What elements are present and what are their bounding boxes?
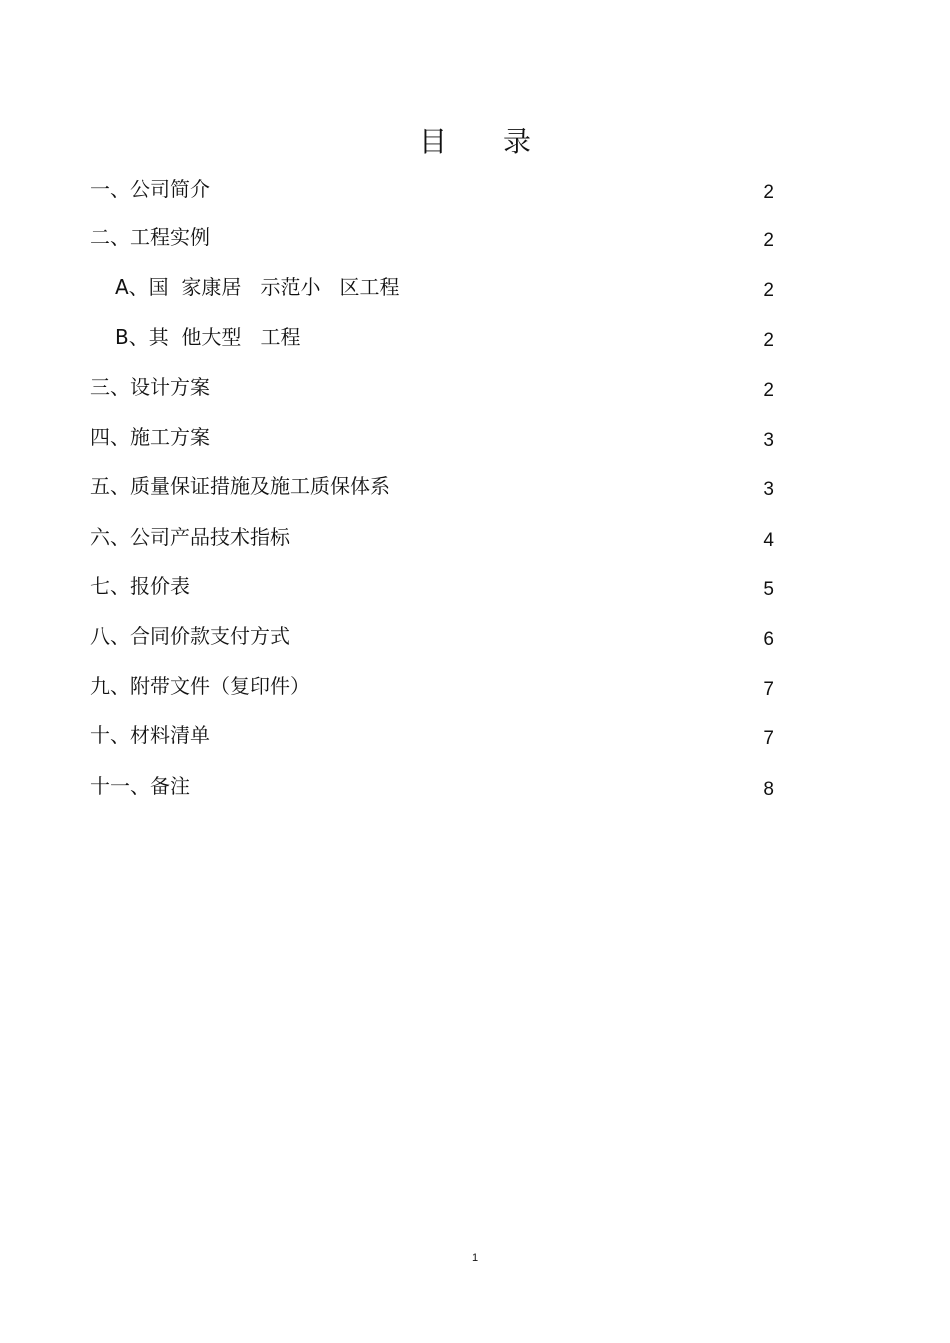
toc-entry-page: 2 — [763, 330, 774, 351]
toc-entry-label: 七、报价表 — [90, 574, 190, 598]
toc-entry-page: 2 — [763, 230, 774, 251]
toc-entry-page: 3 — [763, 430, 774, 451]
toc-entry-page: 6 — [763, 629, 774, 650]
toc-entry-design-plan — [90, 372, 780, 402]
toc-entry-page: 7 — [763, 728, 774, 749]
toc-entry-company-intro — [90, 174, 780, 204]
toc-entry-page: 3 — [763, 479, 774, 500]
toc-entry-label: 十、材料清单 — [90, 723, 210, 747]
toc-entry-quality-assurance — [90, 471, 780, 501]
page-number: 1 — [471, 1252, 479, 1264]
toc-entry-label: 九、附带文件（复印件） — [90, 674, 310, 698]
toc-entry-payment-terms — [90, 621, 780, 651]
toc-entry-page: 2 — [763, 380, 774, 401]
toc-entry-page: 7 — [763, 679, 774, 700]
toc-entry-label: B、其 他大型 工程 — [115, 325, 301, 349]
toc-entry-remarks — [90, 771, 780, 801]
toc-entry-project-examples — [90, 222, 780, 252]
toc-entry-product-specs — [90, 522, 780, 552]
toc-entry-label: A、国 家康居 示范小 区工程 — [115, 275, 400, 299]
toc-entry-page: 2 — [763, 182, 774, 203]
toc-entry-label: 二、工程实例 — [90, 225, 210, 249]
toc-entry-page: 8 — [763, 779, 774, 800]
toc-entry-materials-list — [90, 720, 780, 750]
toc-entry-label: 三、设计方案 — [90, 375, 210, 399]
toc-entry-page: 2 — [763, 280, 774, 301]
toc-entry-construction-plan — [90, 422, 780, 452]
toc-entry-label: 十一、备注 — [90, 774, 190, 798]
toc-entry-attachments — [90, 671, 780, 701]
toc-entry-page: 5 — [763, 579, 774, 600]
toc-entry-label: 六、公司产品技术指标 — [90, 525, 290, 549]
toc-entry-other-large-projects — [90, 322, 780, 352]
page-title: 目 录 — [418, 125, 531, 158]
toc-entry-label: 四、施工方案 — [90, 425, 210, 449]
toc-entry-page: 4 — [763, 530, 774, 551]
toc-entry-quotation — [90, 571, 780, 601]
toc-entry-label: 八、合同价款支付方式 — [90, 624, 290, 648]
toc-entry-national-demo-project — [90, 272, 780, 302]
toc-entry-label: 五、质量保证措施及施工质保体系 — [90, 474, 390, 498]
toc-entry-label: 一、公司简介 — [90, 177, 210, 201]
